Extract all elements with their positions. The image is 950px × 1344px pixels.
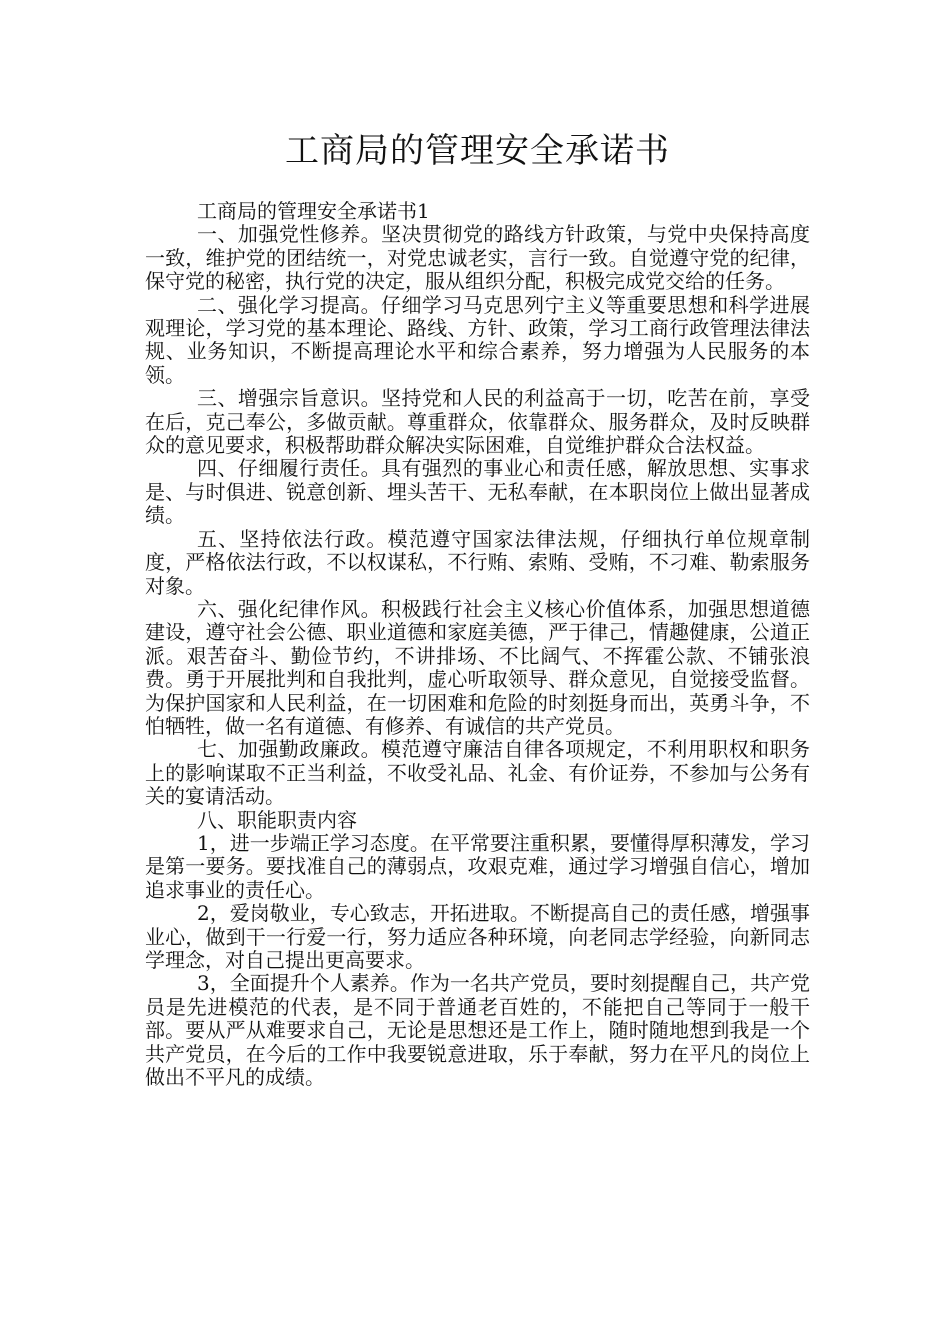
subtitle-paragraph: 工商局的管理安全承诺书1 — [197, 199, 430, 223]
document-title: 工商局的管理安全承诺书 — [285, 131, 670, 171]
paragraph-8-item-2: 2，爱岗敬业，专心致志，开拓进取。不断提高自己的责任感，增强事业心，做到干一行爱一行，努力适应各种环境，向老同志学经验，向新同志学理念，对自己提出更高要求。 — [145, 901, 810, 972]
paragraph-6: 六、强化纪律作风。积极践行社会主义核心价值体系，加强思想道德建设，遵守社会公德、职业道德和家庭美德，严于律己，情趣健康，公道正派。艰苦奋斗、勤俭节约，不讲排场、不比阔气、不挥霍公款、不铺张浪费。勇于开展批判和自我批判，虚心听取领导、群众意见，自觉接受监督。为保护国家和人民利益，在一切困难和危险的时刻挺身而出，英勇斗争，不怕牺牲，做一名有道德、有修养、有诚信的共产党员。 — [145, 596, 810, 738]
paragraph-7: 七、加强勤政廉政。模范遵守廉洁自律各项规定，不利用职权和职务上的影响谋取不正当利益，不收受礼品、礼金、有价证券，不参加与公务有关的宴请活动。 — [145, 737, 810, 809]
paragraph-8-item-1: 1，进一步端正学习态度。在平常要注重积累，要懂得厚积薄发，学习是第一要务。要找准自己的薄弱点，攻艰克难，通过学习增强自信心，增加追求事业的责任心。 — [145, 830, 810, 902]
paragraph-1: 一、加强党性修养。坚决贯彻党的路线方针政策，与党中央保持高度一致，维护党的团结统一，对党忠诚老实，言行一致。自觉遵守党的纪律，保守党的秘密，执行党的决定，服从组织分配，积极完成党交给的任务。 — [145, 222, 810, 294]
document-body — [145, 200, 810, 1089]
paragraph-4: 四、仔细履行责任。具有强烈的事业心和责任感，解放思想、实事求是、与时俱进、锐意创新、埋头苦干、无私奉献，在本职岗位上做出显著成绩。 — [145, 456, 810, 528]
paragraph-5: 五、坚持依法行政。模范遵守国家法律法规，仔细执行单位规章制度，严格依法行政，不以权谋私，不行贿、索贿、受贿，不刁难、勒索服务对象。 — [145, 526, 810, 598]
document-page — [145, 128, 810, 1089]
paragraph-2: 二、强化学习提高。仔细学习马克思列宁主义等重要思想和科学进展观理论，学习党的基本理论、路线、方针、政策，学习工商行政管理法律法规、业务知识，不断提高理论水平和综合素养，努力增强为人民服务的本领。 — [145, 292, 810, 387]
paragraph-3: 三、增强宗旨意识。坚持党和人民的利益高于一切，吃苦在前，享受在后，克己奉公，多做贡献。尊重群众，依靠群众、服务群众，及时反映群众的意见要求，积极帮助群众解决实际困难，自觉维护群众合法权益。 — [145, 386, 810, 458]
paragraph-8-item-3: 3，全面提升个人素养。作为一名共产党员，要时刻提醒自己，共产党员是先进模范的代表，是不同于普通老百姓的，不能把自己等同于一般干部。要从严从难要求自己，无论是思想还是工作上，随时随地想到我是一个共产党员，在今后的工作中我要锐意进取，乐于奉献，努力在平凡的岗位上做出不平凡的成绩。 — [145, 971, 810, 1090]
paragraph-8-heading: 八、职能职责内容 — [197, 807, 357, 832]
